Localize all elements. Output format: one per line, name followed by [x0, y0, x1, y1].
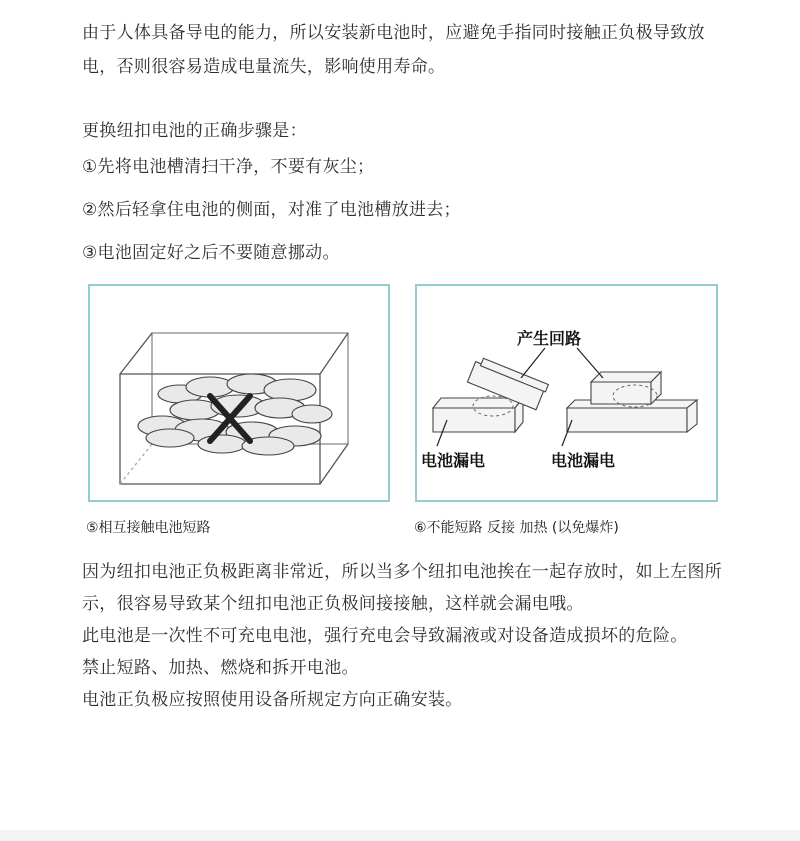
body-paragraphs	[82, 556, 732, 716]
battery-box-drawing	[90, 286, 388, 500]
leak-label-left: 电池漏电	[421, 451, 486, 470]
step-item-3	[82, 236, 732, 270]
body-paragraph-4: 电池正负极应按照使用设备所规定方向正确安装。	[82, 690, 463, 710]
step-2-text: ②然后轻拿住电池的侧面，对准了电池槽放进去；	[82, 200, 461, 220]
body-paragraph-3: 禁止短路、加热、燃烧和拆开电池。	[82, 658, 359, 678]
step-1-text: ①先将电池槽清扫干净，不要有灰尘；	[82, 157, 375, 177]
step-item-1	[82, 150, 732, 184]
body-paragraph-2: 此电池是一次性不可充电电池，强行充电会导致漏液或对设备造成损坏的危险。	[82, 626, 688, 646]
steps-title	[82, 114, 732, 148]
circuit-drawing	[417, 286, 716, 500]
body-paragraph-1: 因为纽扣电池正负极距离非常近，所以当多个纽扣电池挨在一起存放时，如上左图所示，很容易导致某个纽扣电池正负极间接接触，这样就会漏电哦。	[82, 562, 723, 614]
steps-title-text: 更换纽扣电池的正确步骤是：	[82, 121, 307, 141]
right-figure-caption: ⑥不能短路 反接 加热 (以免爆炸)	[414, 520, 619, 536]
left-figure-caption: ⑤相互接触电池短路	[86, 520, 211, 536]
step-3-text: ③电池固定好之后不要随意挪动。	[82, 243, 340, 263]
short-circuit-illustration	[88, 284, 390, 502]
leak-label-right: 电池漏电	[551, 451, 616, 470]
intro-paragraph	[82, 16, 732, 84]
step-item-2	[82, 193, 732, 227]
bottom-divider	[0, 830, 800, 841]
circuit-illustration	[415, 284, 718, 502]
intro-text: 由于人体具备导电的能力，所以安装新电池时，应避免手指同时接触正负极导致放电，否则很容易造成电量流失，影响使用寿命。	[82, 23, 705, 77]
circuit-label: 产生回路	[517, 329, 582, 348]
